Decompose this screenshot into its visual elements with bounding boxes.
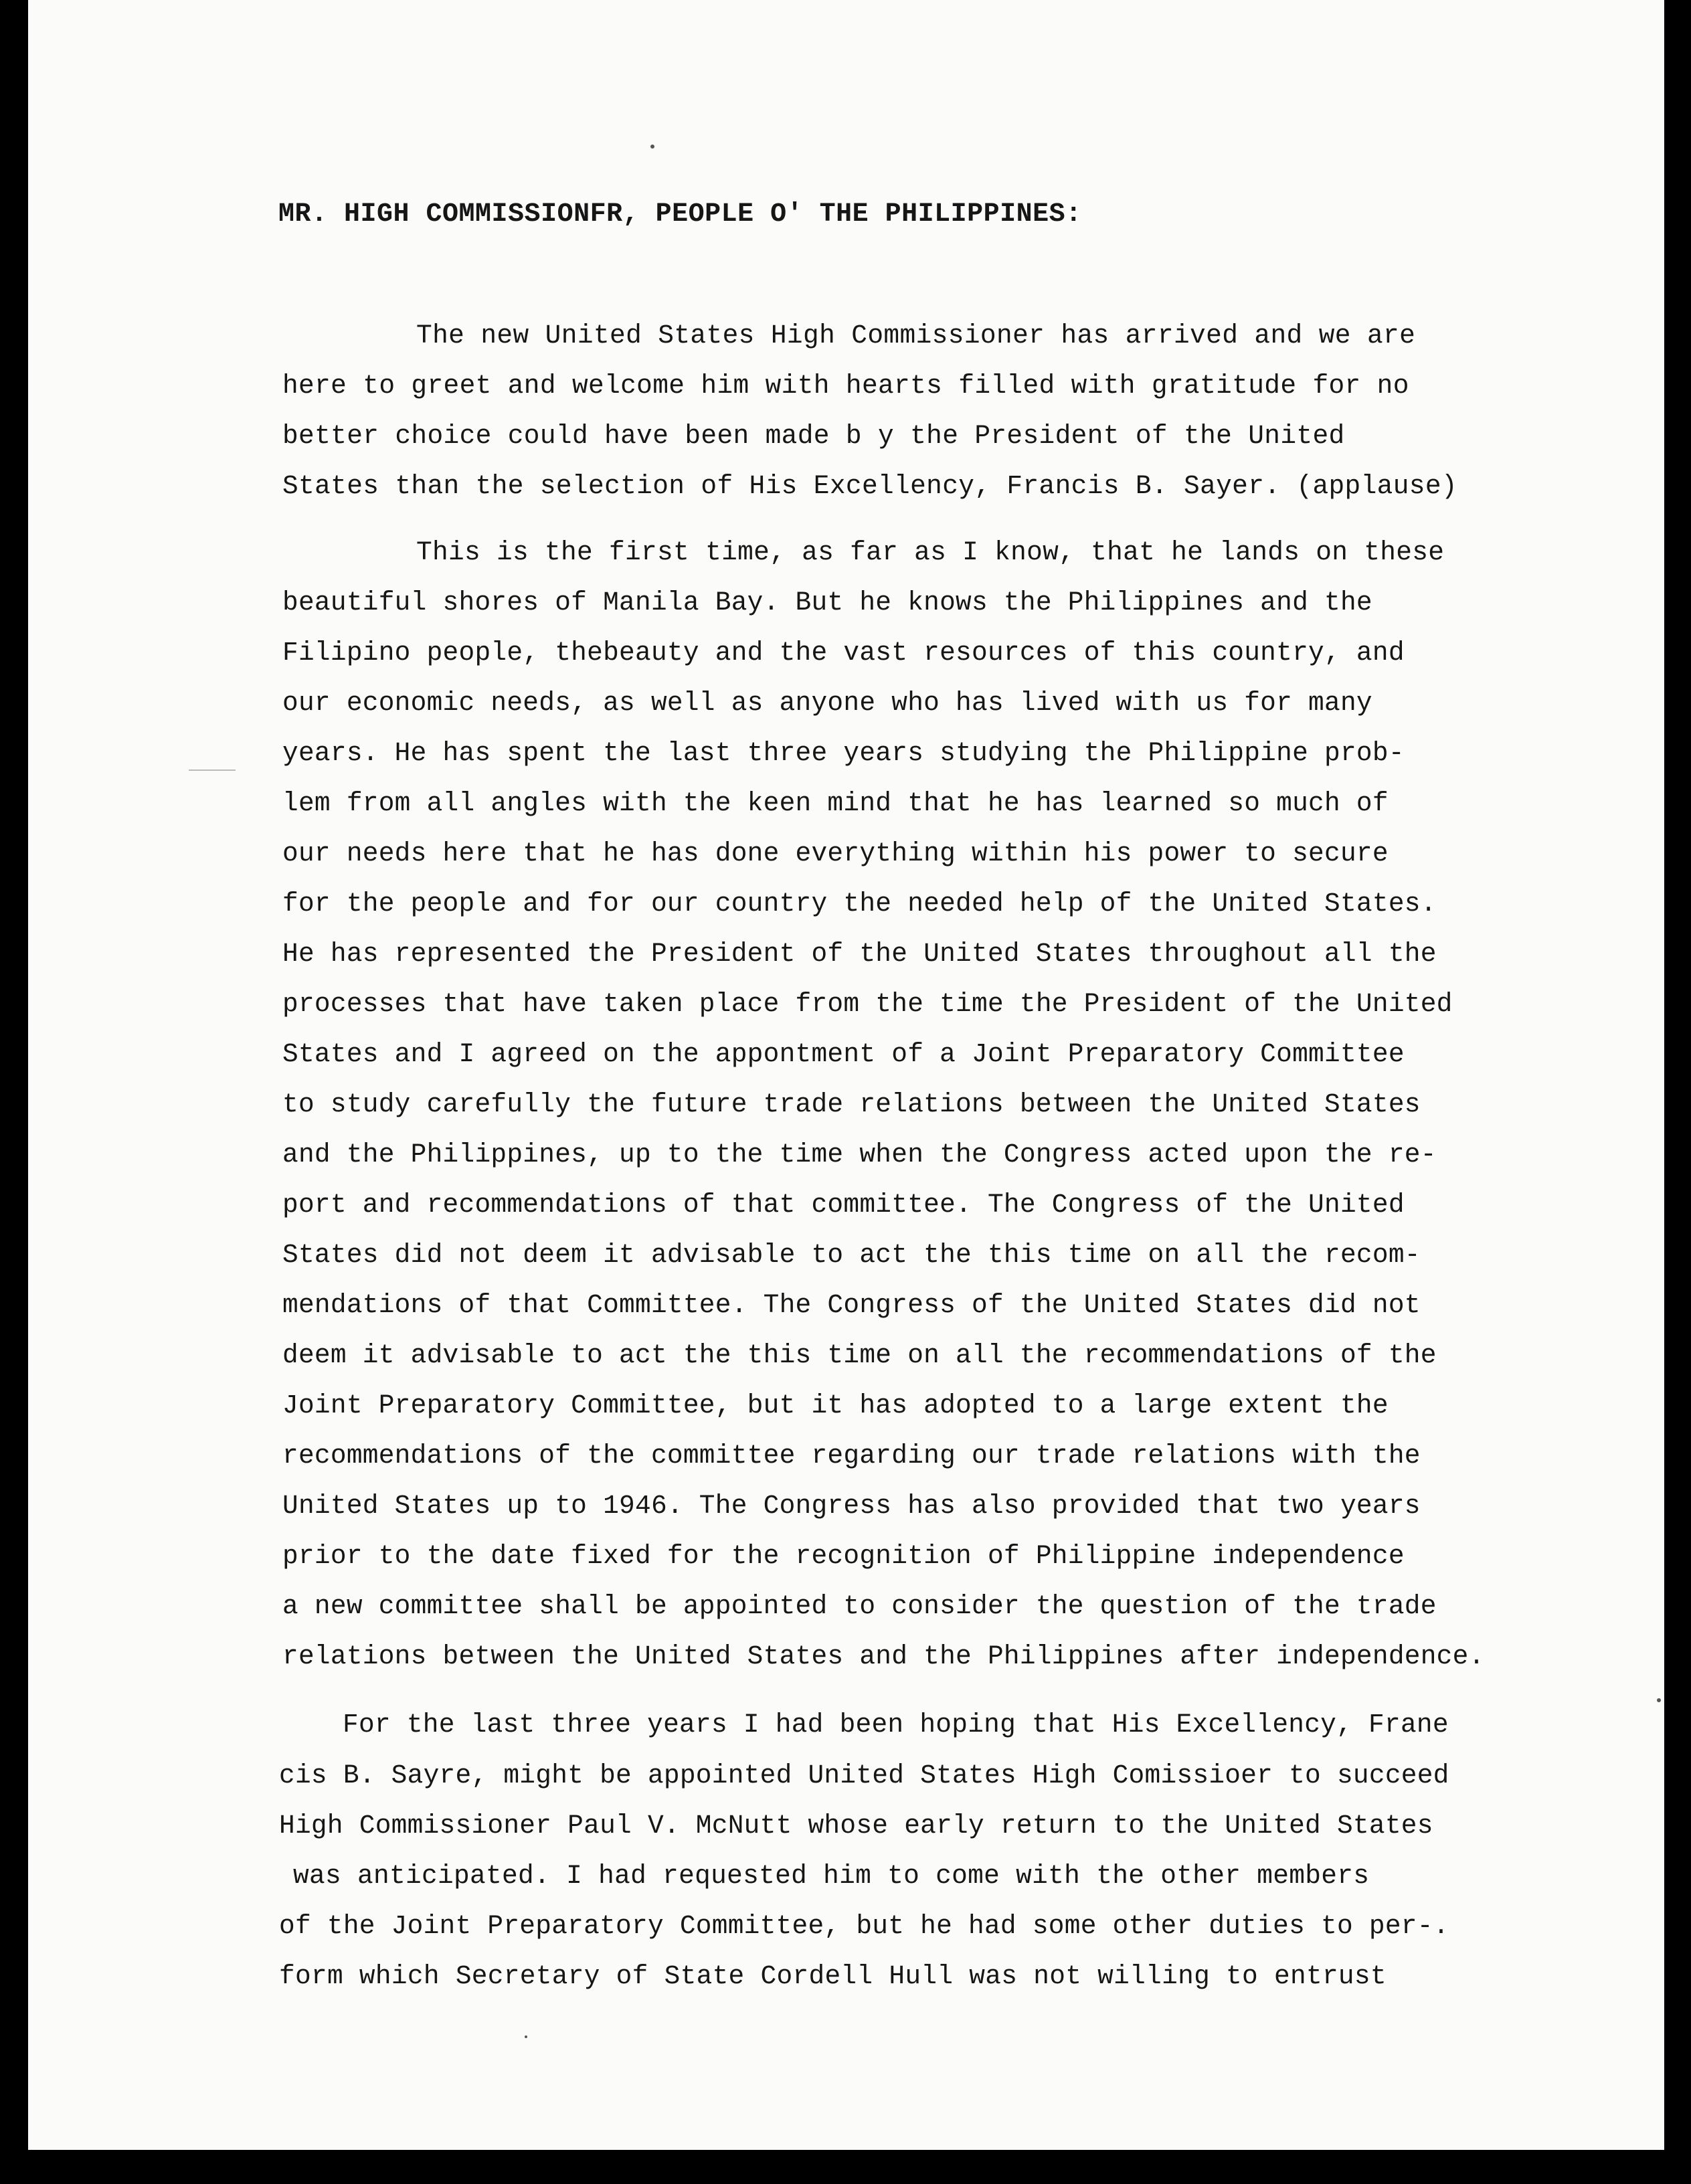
text-line: form which Secretary of State Cordell Hull was not willing to entrust — [279, 1961, 1387, 1991]
text-line: years. He has spent the last three years studying the Philippine prob- — [282, 738, 1405, 768]
text-line: here to greet and welcome him with hearts filled with gratitude for no — [282, 371, 1409, 401]
text-line: of the Joint Preparatory Committee, but he had some other duties to per-. — [279, 1911, 1449, 1941]
paper-speck — [1657, 1698, 1661, 1702]
paper-speck — [650, 145, 654, 149]
text-line: processes that have taken place from the time the President of the United — [282, 989, 1453, 1019]
text-line: relations between the United States and the Philippines after independence. — [282, 1641, 1485, 1671]
text-line: Joint Preparatory Committee, but it has adopted to a large extent the — [282, 1390, 1389, 1421]
text-line: to study carefully the future trade relations between the United States — [282, 1089, 1421, 1119]
text-line: mendations of that Committee. The Congress of the United States did not — [282, 1290, 1421, 1320]
text-line: better choice could have been made b y the President of the United — [282, 421, 1345, 451]
text-line: deem it advisable to act the this time on all the recommendations of the — [282, 1340, 1437, 1370]
text-line: The new United States High Commissioner has arrived and we are — [416, 321, 1416, 351]
document-page — [28, 0, 1664, 2150]
salutation-heading: MR. HIGH COMMISSIONFR, PEOPLE O' THE PHILIPPINES: — [278, 199, 1082, 230]
text-line: our needs here that he has done everything within his power to secure — [282, 838, 1389, 869]
text-line: States and I agreed on the appontment of a Joint Preparatory Committee — [282, 1039, 1405, 1069]
text-line: High Commissioner Paul V. McNutt whose early return to the United States — [279, 1811, 1433, 1841]
text-line: prior to the date fixed for the recognition of Philippine independence — [282, 1541, 1405, 1571]
text-line: port and recommendations of that committee. The Congress of the United — [282, 1190, 1405, 1220]
text-line: a new committee shall be appointed to consider the question of the trade — [282, 1591, 1437, 1621]
text-line: for the people and for our country the needed help of the United States. — [282, 889, 1437, 919]
typewritten-speech — [28, 0, 1664, 2150]
text-line: He has represented the President of the United States throughout all the — [282, 939, 1437, 969]
text-line: was anticipated. I had requested him to come with the other members — [293, 1861, 1370, 1891]
text-line: States did not deem it advisable to act the this time on all the recom- — [282, 1240, 1421, 1270]
text-line: recommendations of the committee regarding our trade relations with the — [282, 1441, 1421, 1471]
text-line: lem from all angles with the keen mind that he has learned so much of — [282, 788, 1389, 818]
paper-speck — [525, 2035, 527, 2038]
text-line: United States up to 1946. The Congress has also provided that two years — [282, 1491, 1421, 1521]
text-line: This is the first time, as far as I know, that he lands on these — [416, 537, 1445, 567]
text-line: Filipino people, thebeauty and the vast resources of this country, and — [282, 638, 1405, 668]
text-line: For the last three years I had been hoping that His Excellency, Frane — [343, 1710, 1449, 1740]
text-line: our economic needs, as well as anyone who has lived with us for many — [282, 688, 1372, 718]
text-line: and the Philippines, up to the time when the Congress acted upon the re- — [282, 1140, 1437, 1170]
text-line: States than the selection of His Excellency, Francis B. Sayer. (applause) — [282, 471, 1457, 501]
text-line: cis B. Sayre, might be appointed United States High Comissioer to succeed — [279, 1760, 1449, 1791]
paper-speck — [189, 769, 236, 771]
text-line: beautiful shores of Manila Bay. But he knows the Philippines and the — [282, 587, 1372, 618]
